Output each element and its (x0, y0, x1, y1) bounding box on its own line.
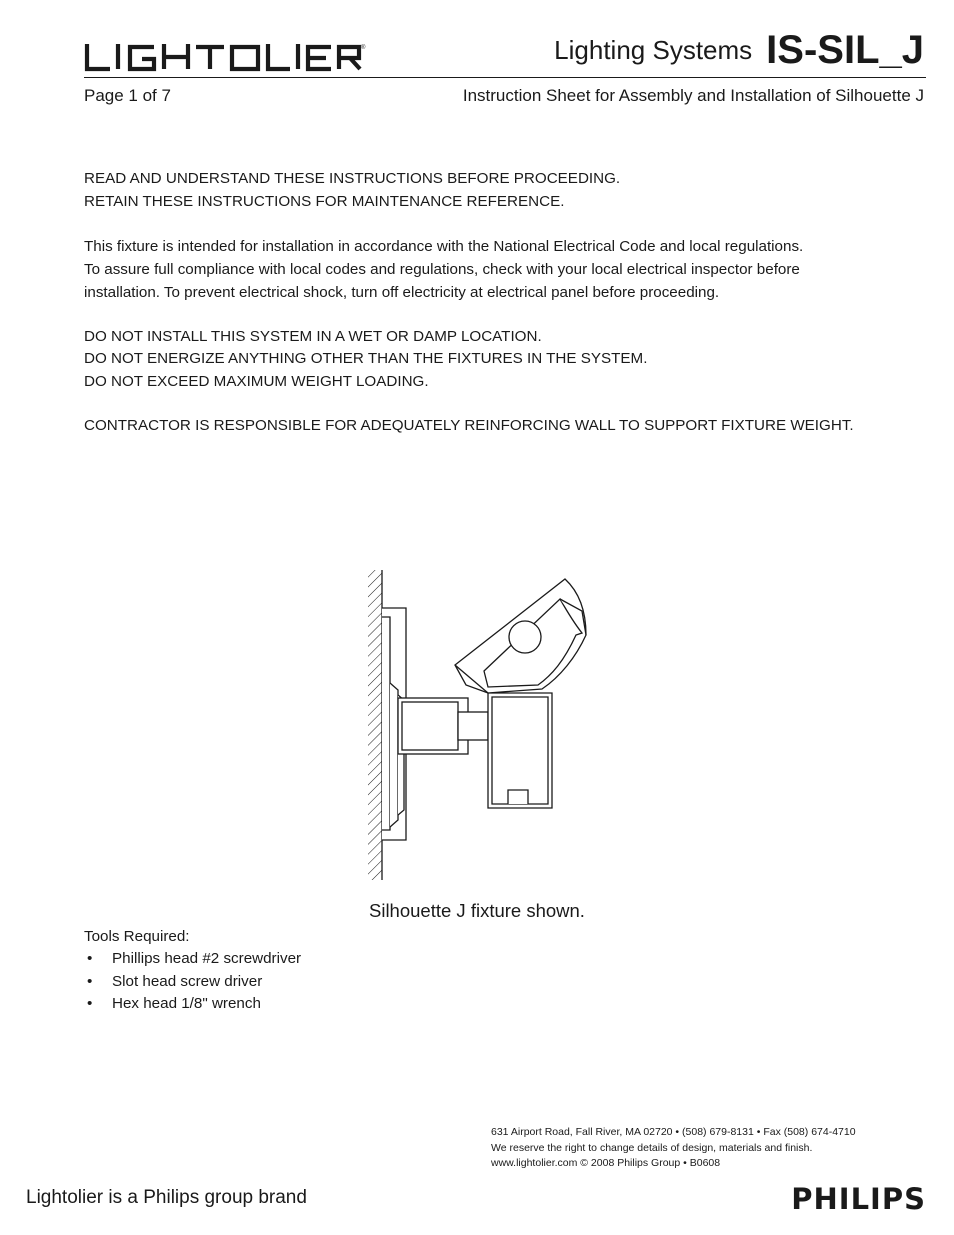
footer-address (491, 1125, 856, 1172)
header-rule (84, 77, 926, 78)
website-line: www.lightolier.com © 2008 Philips Group • B0608 (491, 1157, 721, 1169)
warning-retain-instructions: RETAIN THESE INSTRUCTIONS FOR MAINTENANCE REFERENCE. (84, 193, 565, 210)
warning-weight-loading: DO NOT EXCEED MAXIMUM WEIGHT LOADING. (84, 373, 429, 390)
list-item: • Phillips head #2 screwdriver (84, 948, 301, 971)
warning-wet-location: DO NOT INSTALL THIS SYSTEM IN A WET OR DAMP LOCATION. (84, 328, 542, 345)
document-code: IS-SIL_J (766, 28, 924, 72)
warning-read-instructions: READ AND UNDERSTAND THESE INSTRUCTIONS BEFORE PROCEEDING. (84, 170, 621, 187)
figure-caption: Silhouette J fixture shown. (369, 900, 585, 921)
code-paragraph-line-3: installation. To prevent electrical shock, turn off electricity at electrical panel before proceeding. (84, 284, 720, 301)
address-line: 631 Airport Road, Fall River, MA 02720 • (508) 679-8131 • Fax (508) 674-4710 (491, 1126, 856, 1138)
disclaimer-line: We reserve the right to change details of design, materials and finish. (491, 1141, 813, 1154)
warning-energize: DO NOT ENERGIZE ANYTHING OTHER THAN THE FIXTURES IN THE SYSTEM. (84, 350, 648, 367)
arm-coupler (398, 698, 488, 754)
list-item: • Hex head 1/8" wrench (84, 993, 301, 1016)
document-subtitle: Instruction Sheet for Assembly and Installation of Silhouette J (462, 86, 924, 105)
code-paragraph-line-2: To assure full compliance with local codes and regulations, check with your local electrical inspector before (84, 261, 800, 278)
list-item: • Slot head screw driver (84, 971, 301, 994)
svg-text:®: ® (361, 45, 366, 51)
philips-logo: PHILIPS (791, 1182, 926, 1216)
header-title (554, 28, 924, 73)
fixture-body (488, 693, 552, 808)
tools-list (84, 948, 301, 1016)
wall-hatch (368, 570, 382, 880)
code-paragraph-line-1: This fixture is intended for installation in accordance with the National Electrical Code and local regulations. (84, 238, 804, 255)
page-number: Page 1 of 7 (84, 86, 171, 105)
brand-statement: Lightolier is a Philips group brand (26, 1187, 307, 1208)
fixture-head (455, 579, 586, 693)
lightolier-logo (84, 40, 364, 74)
contractor-notice: CONTRACTOR IS RESPONSIBLE FOR ADEQUATELY REINFORCING WALL TO SUPPORT FIXTURE WEIGHT. (84, 417, 854, 434)
series-name: Lighting Systems (554, 35, 753, 65)
tools-title: Tools Required: (84, 928, 190, 945)
fixture-diagram (360, 565, 600, 885)
